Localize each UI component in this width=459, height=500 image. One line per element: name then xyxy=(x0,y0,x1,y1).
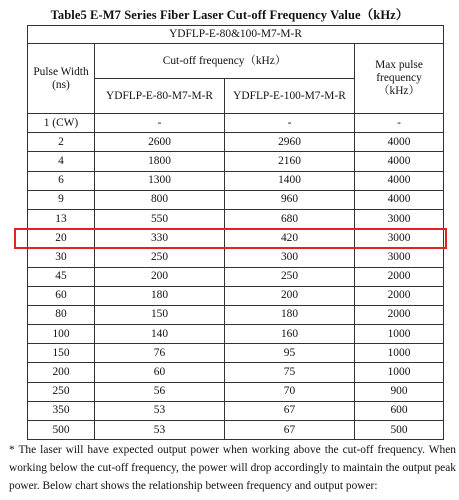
cutoff-80-cell: 200 xyxy=(95,267,225,286)
series-header-row xyxy=(28,26,444,44)
cutoff-100-cell: - xyxy=(225,114,355,133)
cutoff-100-cell: 1400 xyxy=(225,171,355,190)
cutoff-100-cell: 95 xyxy=(225,344,355,363)
pulse-width-cell: 500 xyxy=(28,421,95,440)
series-header-cell: YDFLP-E-80&100-M7-M-R xyxy=(28,26,444,44)
model-100-header: YDFLP-E-100-M7-M-R xyxy=(225,79,355,114)
cutoff-100-cell: 160 xyxy=(225,325,355,344)
pulse-width-cell: 9 xyxy=(28,190,95,209)
cutoff-100-cell: 2960 xyxy=(225,133,355,152)
pulse-width-cell: 150 xyxy=(28,344,95,363)
cutoff-100-cell: 960 xyxy=(225,190,355,209)
max-frequency-cell: 500 xyxy=(355,421,444,440)
table-row xyxy=(28,248,444,267)
footnote: * The laser will have expected output power when working above the cut-off frequency. When working below the cut-off frequency, the power will drop accordingly to maintain the output peak power. Below chart shows the relationship between frequency and output power: xyxy=(9,444,456,492)
cutoff-100-cell: 67 xyxy=(225,401,355,420)
cutoff-100-cell: 420 xyxy=(225,229,355,248)
table-row xyxy=(28,325,444,344)
cutoff-100-cell: 250 xyxy=(225,267,355,286)
table-row xyxy=(28,363,444,382)
max-frequency-cell: 2000 xyxy=(355,286,444,305)
max-pulse-frequency-header xyxy=(355,44,444,114)
table-title: Table5 E-M7 Series Fiber Laser Cut-off Frequency Value（kHz） xyxy=(50,8,409,22)
table-row xyxy=(28,190,444,209)
cutoff-80-cell: 53 xyxy=(95,421,225,440)
table-row xyxy=(28,344,444,363)
table-row xyxy=(28,152,444,171)
cutoff-100-cell: 67 xyxy=(225,421,355,440)
max-frequency-cell: 3000 xyxy=(355,248,444,267)
cutoff-100-cell: 70 xyxy=(225,382,355,401)
max-frequency-cell: 2000 xyxy=(355,267,444,286)
header-row xyxy=(28,44,444,79)
model-80-header: YDFLP-E-80-M7-M-R xyxy=(95,79,225,114)
cutoff-80-cell: 60 xyxy=(95,363,225,382)
cutoff-frequency-table xyxy=(27,25,444,440)
pulse-width-header xyxy=(28,44,95,114)
table-row xyxy=(28,382,444,401)
max-frequency-cell: 3000 xyxy=(355,229,444,248)
table-row xyxy=(28,401,444,420)
pulse-width-cell: 80 xyxy=(28,305,95,324)
cutoff-80-cell: 1800 xyxy=(95,152,225,171)
pulse-width-cell: 1 (CW) xyxy=(28,114,95,133)
pulse-width-cell: 30 xyxy=(28,248,95,267)
pulse-width-cell: 13 xyxy=(28,209,95,228)
max-frequency-cell: 4000 xyxy=(355,133,444,152)
table-row xyxy=(28,229,444,248)
cutoff-100-cell: 2160 xyxy=(225,152,355,171)
cutoff-80-cell: 550 xyxy=(95,209,225,228)
cutoff-100-cell: 75 xyxy=(225,363,355,382)
pulse-width-cell: 250 xyxy=(28,382,95,401)
max-frequency-cell: 600 xyxy=(355,401,444,420)
max-frequency-cell: - xyxy=(355,114,444,133)
pulse-width-cell: 2 xyxy=(28,133,95,152)
pulse-width-cell: 350 xyxy=(28,401,95,420)
cutoff-80-cell: 53 xyxy=(95,401,225,420)
cutoff-100-cell: 300 xyxy=(225,248,355,267)
cutoff-80-cell: - xyxy=(95,114,225,133)
pulse-width-cell: 20 xyxy=(28,229,95,248)
cutoff-100-cell: 680 xyxy=(225,209,355,228)
table-row xyxy=(28,133,444,152)
cutoff-80-cell: 180 xyxy=(95,286,225,305)
pulse-width-cell: 200 xyxy=(28,363,95,382)
max-frequency-cell: 4000 xyxy=(355,171,444,190)
pulse-width-cell: 6 xyxy=(28,171,95,190)
table-row xyxy=(28,171,444,190)
cutoff-100-cell: 180 xyxy=(225,305,355,324)
cutoff-80-cell: 800 xyxy=(95,190,225,209)
table-row xyxy=(28,421,444,440)
pulse-width-cell: 100 xyxy=(28,325,95,344)
table-row xyxy=(28,267,444,286)
max-frequency-cell: 1000 xyxy=(355,344,444,363)
cutoff-frequency-header: Cut-off frequency（kHz） xyxy=(95,44,355,79)
cutoff-80-cell: 56 xyxy=(95,382,225,401)
cutoff-80-cell: 250 xyxy=(95,248,225,267)
pulse-width-cell: 60 xyxy=(28,286,95,305)
max-frequency-cell: 900 xyxy=(355,382,444,401)
table-row xyxy=(28,305,444,324)
pulse-width-header-label: Pulse Width (ns) xyxy=(33,65,89,91)
cutoff-80-cell: 150 xyxy=(95,305,225,324)
cutoff-80-cell: 1300 xyxy=(95,171,225,190)
cutoff-100-cell: 200 xyxy=(225,286,355,305)
cutoff-80-cell: 330 xyxy=(95,229,225,248)
pulse-width-cell: 4 xyxy=(28,152,95,171)
cutoff-80-cell: 76 xyxy=(95,344,225,363)
table-row xyxy=(28,286,444,305)
max-frequency-cell: 1000 xyxy=(355,325,444,344)
max-frequency-cell: 4000 xyxy=(355,190,444,209)
max-frequency-cell: 1000 xyxy=(355,363,444,382)
table-row xyxy=(28,209,444,228)
max-frequency-cell: 2000 xyxy=(355,305,444,324)
table-row xyxy=(28,114,444,133)
max-pulse-frequency-header-label: Max pulse frequency （kHz） xyxy=(375,59,423,97)
max-frequency-cell: 3000 xyxy=(355,209,444,228)
cutoff-80-cell: 2600 xyxy=(95,133,225,152)
cutoff-80-cell: 140 xyxy=(95,325,225,344)
max-frequency-cell: 4000 xyxy=(355,152,444,171)
pulse-width-cell: 45 xyxy=(28,267,95,286)
